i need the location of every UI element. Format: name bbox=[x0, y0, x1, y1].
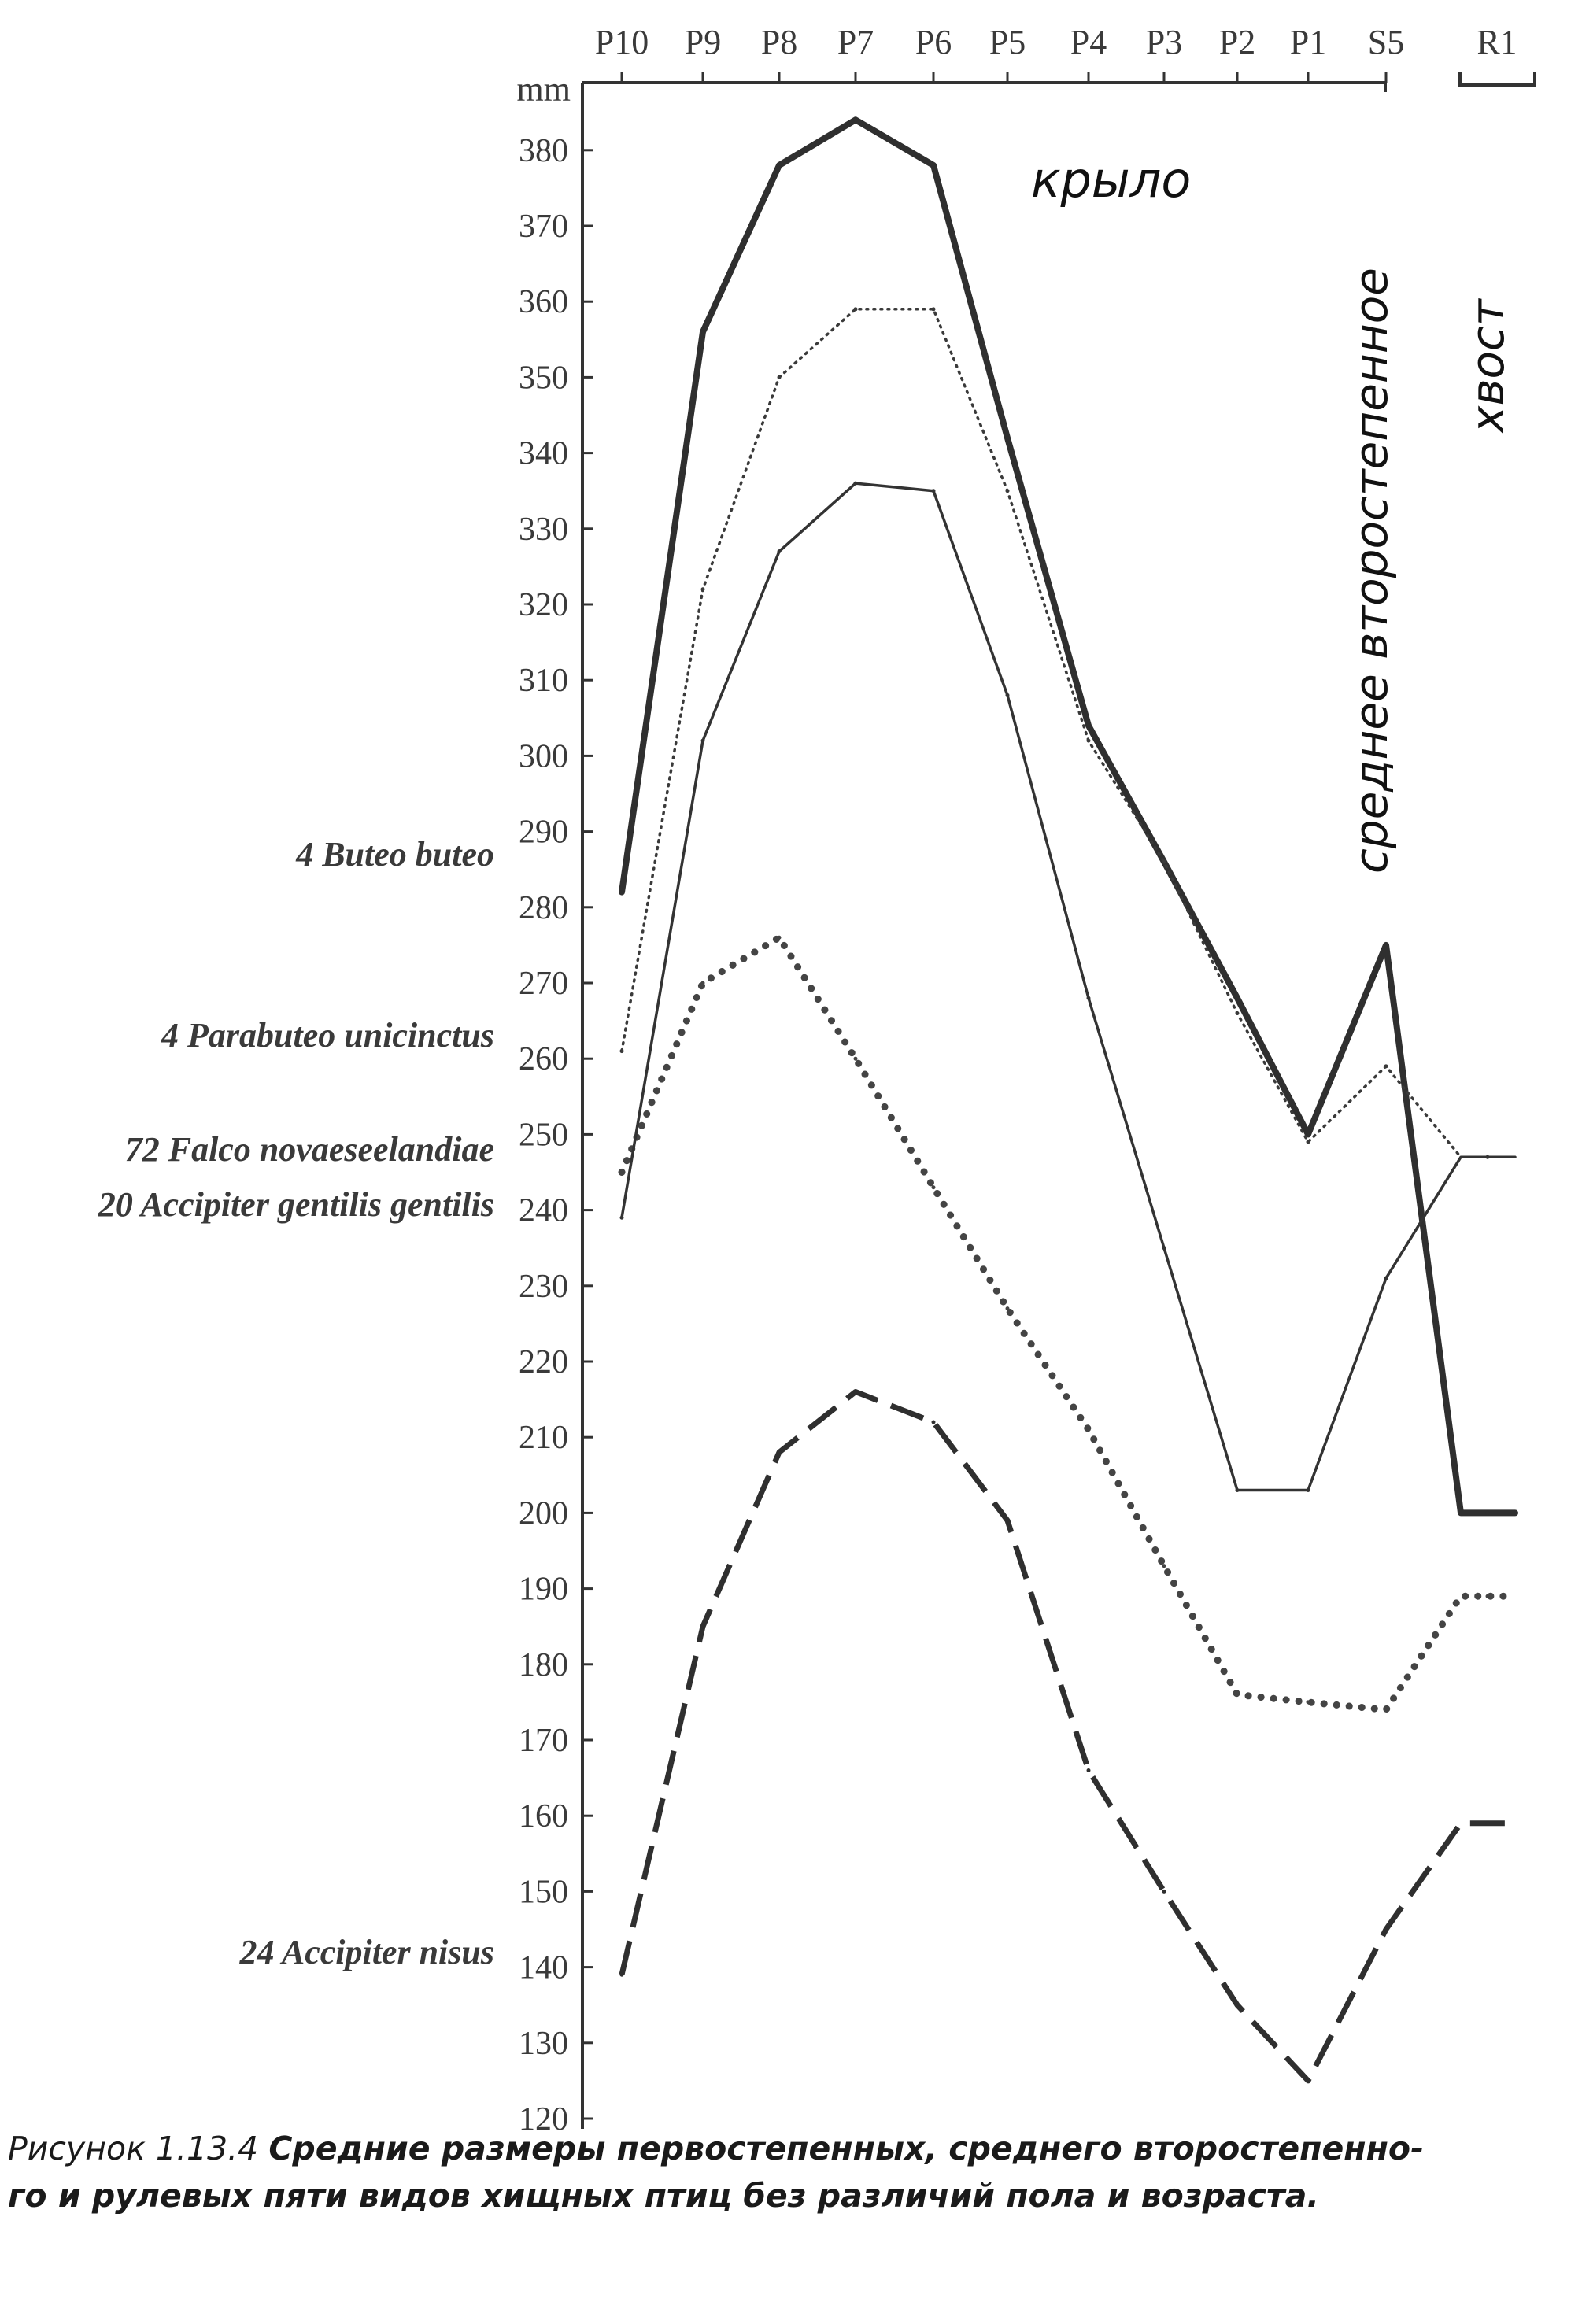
y-tick-label: 280 bbox=[519, 889, 568, 926]
data-point bbox=[701, 330, 705, 334]
y-tick-label: 330 bbox=[519, 511, 568, 548]
y-tick-label: 350 bbox=[519, 360, 568, 397]
data-point bbox=[1162, 1564, 1166, 1568]
y-tick-label: 160 bbox=[519, 1798, 568, 1835]
legend-label-4: 20 Accipiter gentilis gentilis bbox=[98, 1185, 494, 1224]
data-point bbox=[1384, 943, 1388, 947]
data-point bbox=[1087, 739, 1091, 743]
data-point bbox=[1236, 2003, 1240, 2007]
x-tick-label-p7: P7 bbox=[837, 23, 874, 61]
legend-label-5: 24 Accipiter nisus bbox=[239, 1933, 494, 1971]
y-tick-label: 340 bbox=[519, 435, 568, 472]
y-tick-label: 170 bbox=[519, 1723, 568, 1759]
region-label-wing: крыло bbox=[1031, 151, 1192, 209]
caption-prefix: Рисунок 1.13.4 bbox=[8, 2130, 259, 2167]
x-tick-label-p9: P9 bbox=[684, 23, 722, 61]
y-tick-label: 210 bbox=[519, 1420, 568, 1457]
data-point bbox=[1307, 1488, 1310, 1492]
data-point bbox=[1236, 1011, 1240, 1015]
x-tick-label-p2: P2 bbox=[1218, 23, 1256, 61]
legend-label-1: 4 Buteo buteo bbox=[296, 835, 494, 874]
y-tick-label: 130 bbox=[519, 2025, 568, 2062]
data-point bbox=[932, 307, 936, 311]
y-tick-label: 290 bbox=[519, 814, 568, 851]
data-point bbox=[854, 307, 858, 311]
tail-bracket bbox=[1460, 72, 1535, 85]
y-tick-label: 320 bbox=[519, 587, 568, 623]
y-tick-label: 380 bbox=[519, 132, 568, 169]
data-point bbox=[932, 1420, 936, 1424]
data-point bbox=[1384, 1927, 1388, 1931]
data-point bbox=[1006, 436, 1010, 440]
data-point bbox=[778, 1450, 782, 1454]
y-tick-label: 200 bbox=[519, 1495, 568, 1532]
region-label-secondary: среднее второстепенное bbox=[1344, 268, 1398, 874]
y-tick-label: 150 bbox=[519, 1874, 568, 1911]
y-tick-label: 180 bbox=[519, 1646, 568, 1683]
caption-line-1: Средние размеры первостепенных, среднего второстепенно- bbox=[268, 2130, 1425, 2167]
data-point bbox=[778, 549, 782, 553]
data-point bbox=[1486, 1594, 1490, 1598]
data-point bbox=[854, 1057, 858, 1061]
series-line-5 bbox=[622, 1392, 1515, 2081]
data-point bbox=[854, 118, 858, 122]
data-point bbox=[932, 164, 936, 168]
y-unit-label: mm bbox=[516, 70, 571, 109]
data-point bbox=[1236, 1488, 1240, 1492]
data-point bbox=[1486, 1511, 1490, 1515]
data-point bbox=[1006, 1306, 1010, 1310]
data-point bbox=[1384, 1064, 1388, 1068]
data-point bbox=[778, 936, 782, 940]
data-point bbox=[620, 1216, 624, 1220]
data-point bbox=[1236, 996, 1240, 1000]
region-label-tail: хвост bbox=[1461, 299, 1514, 433]
data-point bbox=[620, 1170, 624, 1174]
data-point bbox=[620, 1049, 624, 1053]
data-point bbox=[1087, 1768, 1091, 1772]
y-tick-label: 120 bbox=[519, 2101, 568, 2137]
data-point bbox=[1162, 860, 1166, 864]
legend-label-3: 72 Falco novaeseelandiae bbox=[124, 1130, 494, 1169]
y-tick-label: 360 bbox=[519, 284, 568, 321]
figure-caption bbox=[8, 2125, 1574, 2219]
legend-label-2: 4 Parabuteo unicinctus bbox=[161, 1016, 494, 1055]
data-point bbox=[1384, 1708, 1388, 1712]
data-point bbox=[1006, 1519, 1010, 1523]
caption-line-2: го и рулевых пяти видов хищных птиц без различий пола и возраста. bbox=[8, 2177, 1319, 2215]
y-tick-label: 260 bbox=[519, 1041, 568, 1078]
data-point bbox=[854, 1390, 858, 1394]
data-point bbox=[701, 1624, 705, 1628]
data-point bbox=[778, 164, 782, 168]
data-point bbox=[1486, 1155, 1490, 1159]
data-point bbox=[1087, 996, 1091, 1000]
y-tick-label: 300 bbox=[519, 738, 568, 775]
data-point bbox=[701, 739, 705, 743]
data-point bbox=[1162, 1890, 1166, 1894]
x-tick-label-p8: P8 bbox=[760, 23, 798, 61]
x-tick-label-p4: P4 bbox=[1070, 23, 1107, 61]
y-tick-label: 140 bbox=[519, 1949, 568, 1986]
data-point bbox=[1307, 2078, 1310, 2082]
data-point bbox=[620, 1973, 624, 1977]
y-tick-label: 370 bbox=[519, 209, 568, 245]
series-line-3 bbox=[622, 937, 1515, 1709]
y-tick-label: 190 bbox=[519, 1571, 568, 1608]
data-point bbox=[1384, 1277, 1388, 1280]
data-point bbox=[1087, 723, 1091, 727]
data-point bbox=[1236, 1693, 1240, 1697]
data-point bbox=[1307, 1700, 1310, 1704]
data-point bbox=[1006, 693, 1010, 697]
data-point bbox=[701, 981, 705, 985]
data-point bbox=[620, 890, 624, 894]
x-tick-label-r1: R1 bbox=[1477, 23, 1517, 61]
data-point bbox=[854, 482, 858, 486]
x-tick-label-p1: P1 bbox=[1289, 23, 1327, 61]
data-point bbox=[1307, 1140, 1310, 1144]
data-point bbox=[932, 1185, 936, 1189]
y-tick-label: 240 bbox=[519, 1192, 568, 1229]
x-tick-label-p6: P6 bbox=[915, 23, 952, 61]
data-point bbox=[1162, 1246, 1166, 1250]
x-tick-label-p5: P5 bbox=[989, 23, 1026, 61]
y-tick-label: 270 bbox=[519, 966, 568, 1002]
y-tick-label: 250 bbox=[519, 1117, 568, 1154]
data-point bbox=[1307, 1132, 1310, 1136]
data-point bbox=[932, 489, 936, 493]
x-tick-label-p3: P3 bbox=[1145, 23, 1183, 61]
data-point bbox=[701, 587, 705, 591]
y-tick-label: 230 bbox=[519, 1268, 568, 1305]
data-point bbox=[1087, 1428, 1091, 1432]
x-tick-label-p10: P10 bbox=[594, 23, 649, 61]
x-tick-label-s5: S5 bbox=[1367, 23, 1405, 61]
y-tick-label: 220 bbox=[519, 1344, 568, 1380]
y-tick-label: 310 bbox=[519, 663, 568, 700]
labels bbox=[98, 23, 1517, 2137]
data-point bbox=[778, 375, 782, 379]
data-point bbox=[1006, 489, 1010, 493]
data-point bbox=[1486, 1821, 1490, 1825]
